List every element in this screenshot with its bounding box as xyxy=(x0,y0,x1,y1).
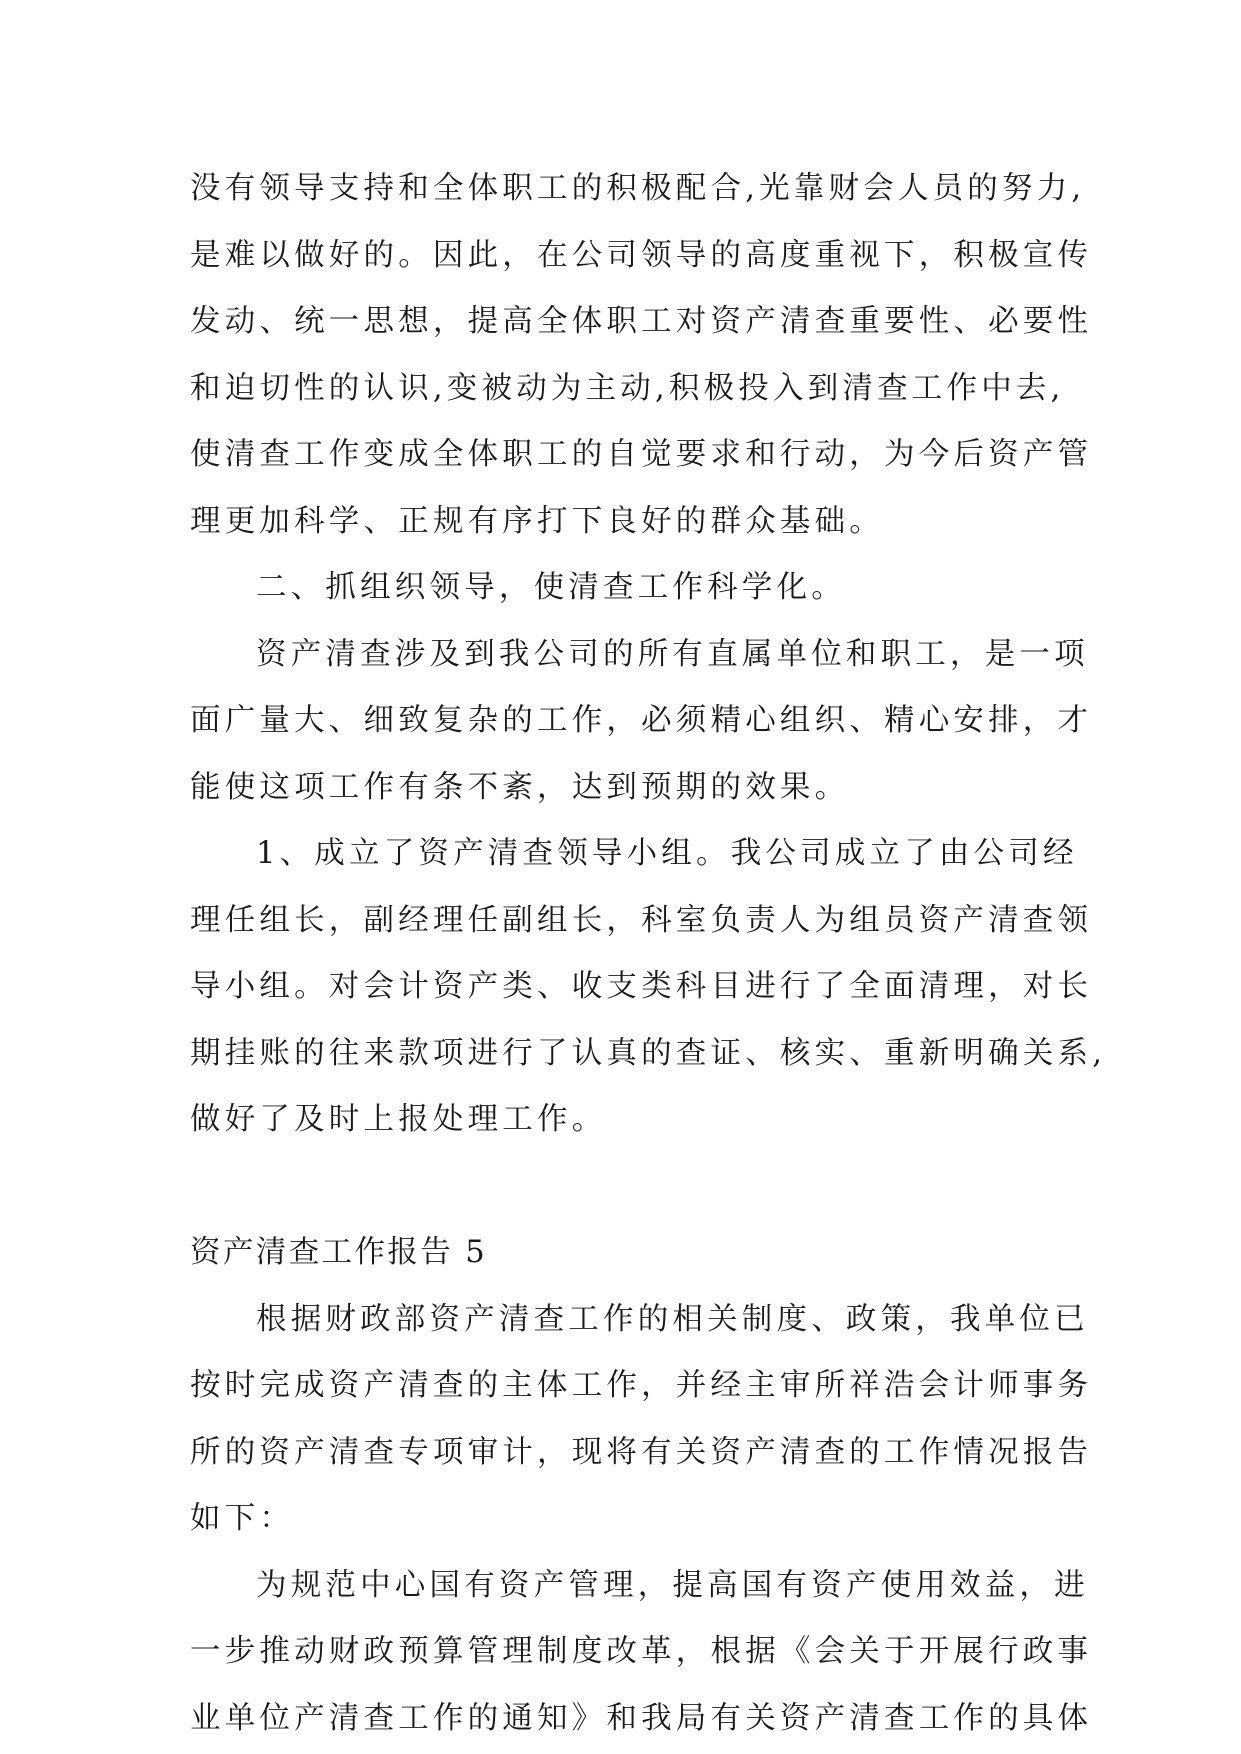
text-line: 是难以做好的。因此，在公司领导的高度重视下，积极宣传 xyxy=(190,237,1093,273)
section2-heading xyxy=(190,555,1048,622)
document-body xyxy=(190,156,1107,1752)
paragraph-item1 xyxy=(190,821,1107,1154)
text-line: 所的资产清查专项审计，现将有关资产清查的工作情况报告 xyxy=(190,1434,1093,1470)
paragraph-report2 xyxy=(190,1553,1093,1753)
text-line: 使清查工作变成全体职工的自觉要求和行动，为今后资产管 xyxy=(190,437,1093,472)
text-line: 没有领导支持和全体职工的积极配合,光靠财会人员的努力, xyxy=(190,171,1086,206)
text-line: 期挂账的往来款项进行了认真的查证、核实、重新明确关系, xyxy=(190,1035,1107,1071)
section-heading: 二、抓组织领导，使清查工作科学化。 xyxy=(256,570,846,605)
text-line: 发动、统一思想，提高全体职工对资产清查重要性、必要性 xyxy=(190,304,1093,339)
text-line: 业单位产清查工作的通知》和我局有关资产清查工作的具体 xyxy=(190,1700,1093,1736)
report-title-block xyxy=(190,1220,1048,1287)
text-line: 导小组。对会计资产类、收支类科目进行了全面清理，对长 xyxy=(190,969,1093,1004)
paragraph-section2 xyxy=(190,622,1093,822)
text-line: 如下： xyxy=(190,1501,295,1536)
text-line: 资产清查涉及到我公司的所有直属单位和职工，是一项 xyxy=(256,636,1089,672)
text-line: 能使这项工作有条不紊，达到预期的效果。 xyxy=(190,769,850,805)
text-line: 按时完成资产清查的主体工作，并经主审所祥浩会计师事务 xyxy=(190,1368,1093,1403)
text-line: 理更加科学、正规有序打下良好的群众基础。 xyxy=(190,503,884,539)
text-line: 一步推动财政预算管理制度改革，根据《会关于开展行政事 xyxy=(190,1634,1093,1669)
text-line: 1、成立了资产清查领导小组。我公司成立了由公司经 xyxy=(256,836,1078,871)
text-line: 面广量大、细致复杂的工作，必须精心组织、精心安排，才 xyxy=(190,703,1093,738)
text-line: 理任组长，副经理任副组长，科室负责人为组员资产清查领 xyxy=(190,902,1093,938)
report-title: 资产清查工作报告 5 xyxy=(190,1235,488,1270)
paragraph-section1 xyxy=(190,156,1093,555)
text-line: 根据财政部资产清查工作的相关制度、政策，我单位已 xyxy=(256,1301,1089,1337)
text-line: 和迫切性的认识,变被动为主动,积极投入到清查工作中去, xyxy=(190,370,1065,406)
text-line: 为规范中心国有资产管理，提高国有资产使用效益，进 xyxy=(256,1567,1089,1603)
paragraph-report1 xyxy=(190,1287,1093,1553)
text-line: 做好了及时上报处理工作。 xyxy=(190,1102,607,1137)
